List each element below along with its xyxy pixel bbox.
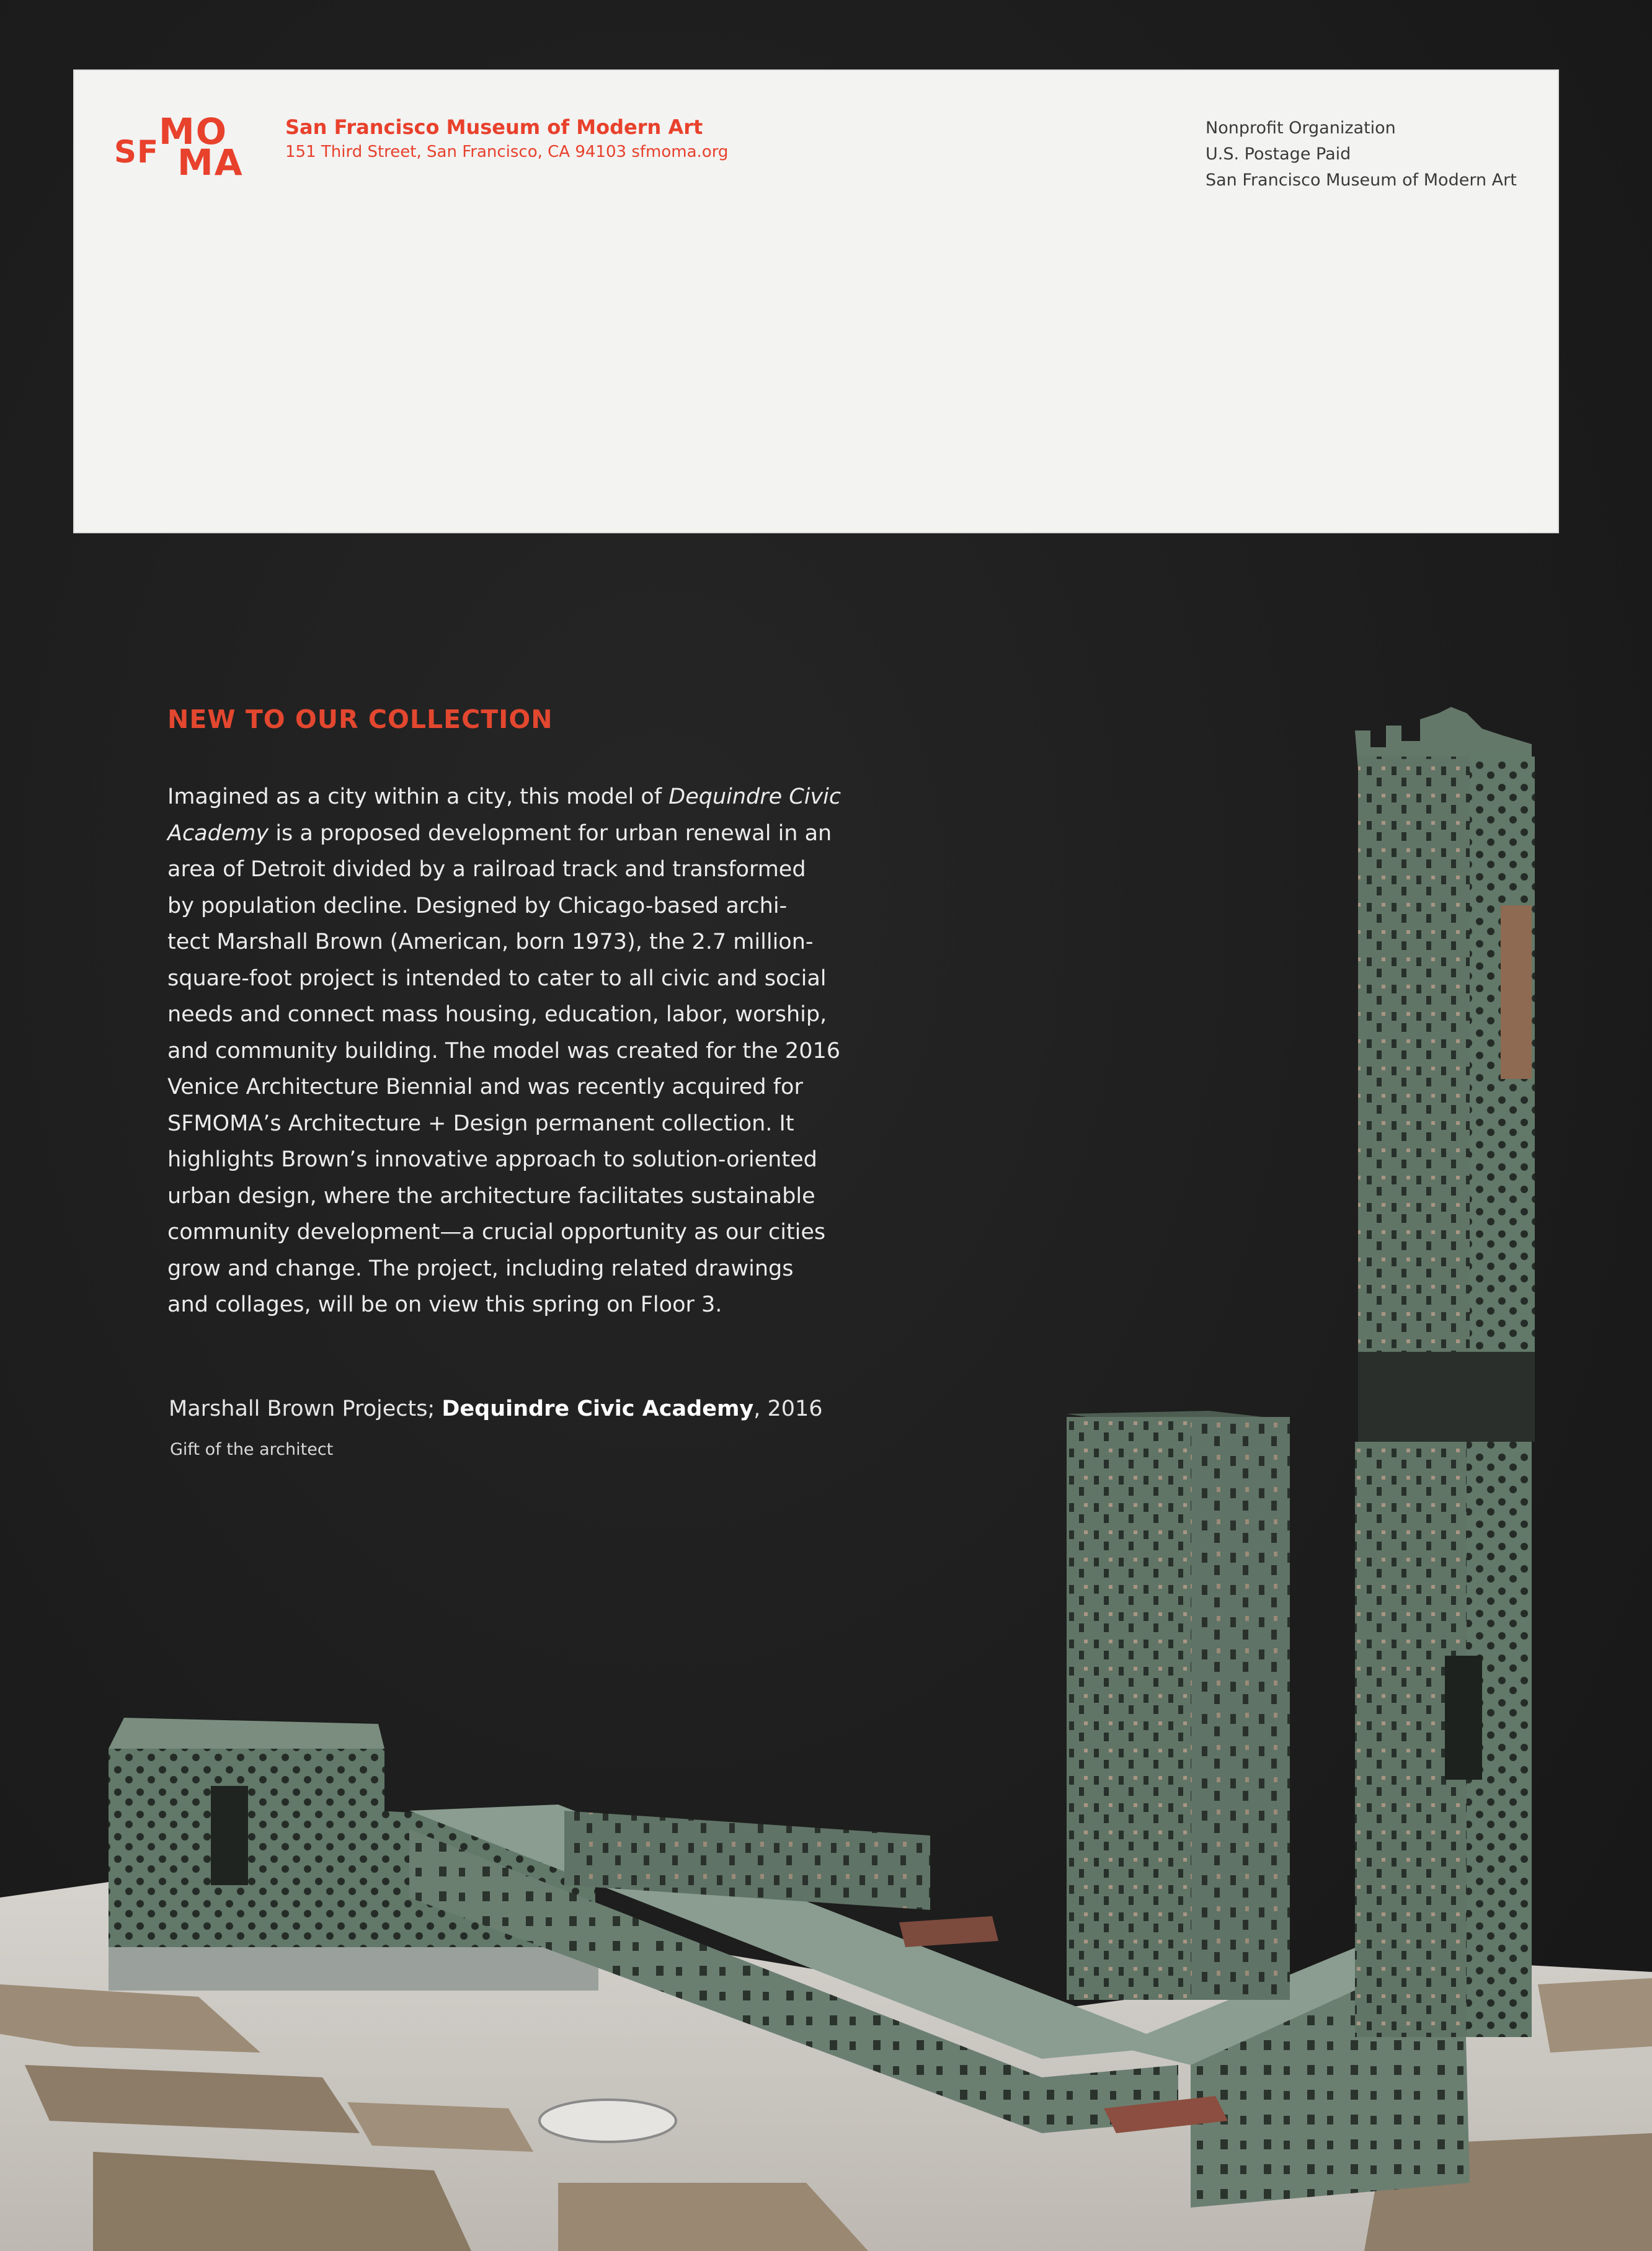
mid-tower-face xyxy=(1067,1417,1191,2000)
postage-line: Nonprofit Organization xyxy=(1206,118,1396,138)
body-line: community development—a crucial opportunity as our cities xyxy=(167,1220,826,1245)
credit-year: , 2016 xyxy=(753,1396,823,1421)
body-line: and community building. The model was created for the 2016 xyxy=(167,1038,840,1063)
body-line: by population decline. Designed by Chicago-based archi- xyxy=(167,893,788,918)
plaza-pool xyxy=(540,2100,676,2142)
body-line: Academy is a proposed development for urban renewal in an xyxy=(167,820,832,846)
mailing-label-panel xyxy=(73,69,1559,533)
gift-line: Gift of the architect xyxy=(170,1440,334,1459)
back-slab xyxy=(564,1811,930,1910)
body-line: needs and connect mass housing, education, labor, worship, xyxy=(167,1002,827,1027)
museum-name: San Francisco Museum of Modern Art xyxy=(285,115,703,139)
copper-canopy xyxy=(899,1916,998,1947)
postage-indicia xyxy=(1206,115,1517,193)
postage-line: San Francisco Museum of Modern Art xyxy=(1206,171,1517,190)
tall-tower-notch xyxy=(1445,1656,1482,1780)
sfmoma-logo xyxy=(114,110,257,184)
cube-building-roof xyxy=(109,1718,384,1749)
section-heading: NEW TO OUR COLLECTION xyxy=(167,704,553,734)
credit-title: Dequindre Civic Academy xyxy=(442,1396,754,1421)
body-line: SFMOMA’s Architecture + Design permanent collection. It xyxy=(167,1111,794,1136)
article-body xyxy=(167,779,842,1323)
mid-tower-side xyxy=(1191,1417,1290,2000)
cube-building-void xyxy=(211,1786,248,1885)
tall-tower-copper-panel xyxy=(1501,905,1532,1079)
body-line: area of Detroit divided by a railroad track and transformed xyxy=(167,857,806,882)
tall-tower-upper-face xyxy=(1358,757,1470,1352)
cube-plinth xyxy=(109,1947,598,1991)
body-line: urban design, where the architecture facilitates sustainable xyxy=(167,1183,815,1209)
postage-line: U.S. Postage Paid xyxy=(1206,144,1351,164)
body-line: square-foot project is intended to cater to all civic and social xyxy=(167,966,827,991)
body-line: tect Marshall Brown (American, born 1973), the 2.7 million- xyxy=(167,930,814,954)
context-block xyxy=(1538,1978,1652,2053)
body-line: Venice Architecture Biennial and was recently acquired for xyxy=(167,1075,803,1099)
artwork-title-italic: Dequindre Civic xyxy=(668,784,842,809)
tall-tower-gap xyxy=(1358,1352,1535,1442)
body-line: grow and change. The project, including related drawings xyxy=(167,1256,794,1281)
artwork-credit xyxy=(169,1396,823,1421)
body-line: Imagined as a city within a city, this model of Dequindre Civic xyxy=(167,784,842,809)
artwork-title-italic: Academy xyxy=(167,820,269,846)
body-line: highlights Brown’s innovative approach to solution-oriented xyxy=(167,1147,817,1172)
museum-address: 151 Third Street, San Francisco, CA 94103 sfmoma.org xyxy=(285,143,729,161)
body-line: and collages, will be on view this spring on Floor 3. xyxy=(167,1292,722,1317)
logo-ma: MA xyxy=(177,141,244,184)
credit-maker: Marshall Brown Projects; xyxy=(169,1396,442,1421)
context-block xyxy=(347,2102,533,2152)
logo-mo: MO xyxy=(159,110,228,153)
logo-sf: SF xyxy=(114,134,159,170)
